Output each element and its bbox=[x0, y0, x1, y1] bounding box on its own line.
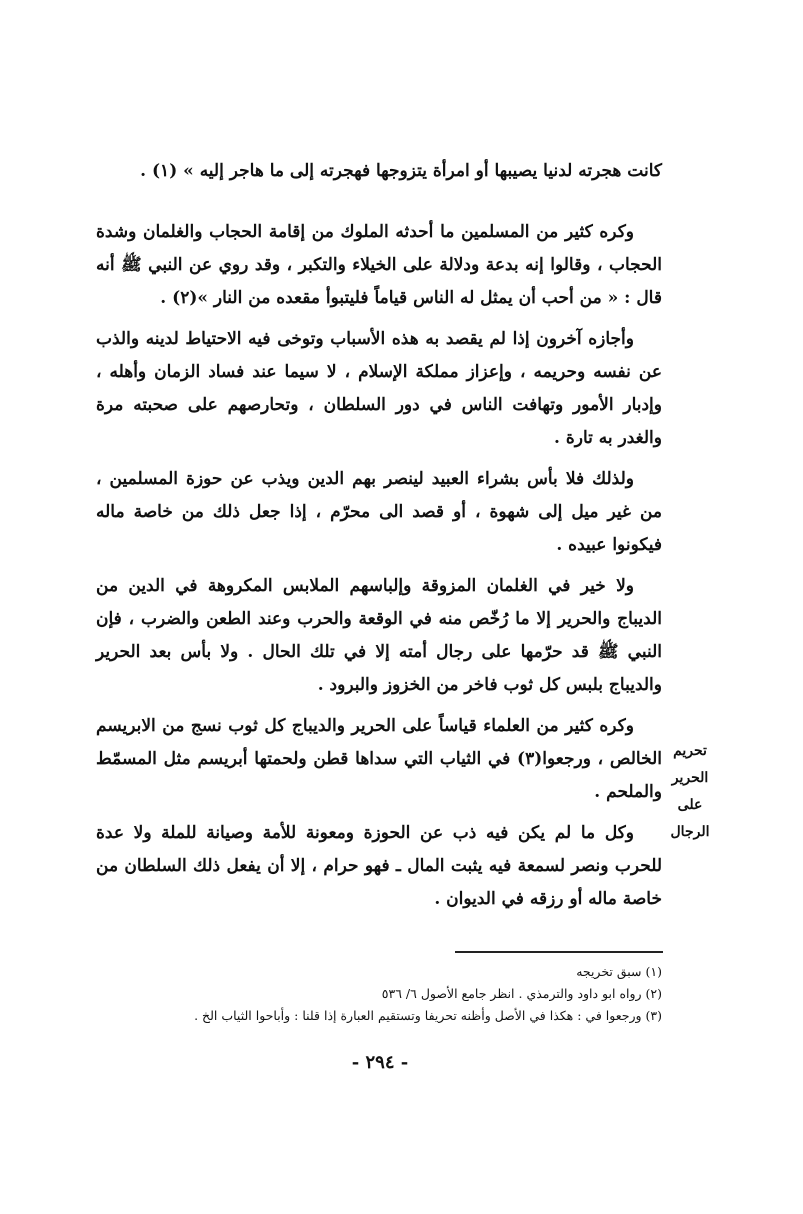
continuation-paragraph bbox=[96, 155, 662, 196]
paragraph: كانت هجرته لدنيا يصيبها أو امرأة يتزوجها فهجرته إلى ما هاجر إليه » (١) . bbox=[140, 161, 662, 181]
page-number: - ٢٩٤ - bbox=[351, 1052, 409, 1073]
paragraph: وكره كثير من العلماء قياساً على الحرير والديباج كل ثوب نسج من الابريسم الخالص ، ورجعوا(٣) في الثياب التي سداها قطن ولحمتها أبريسم مثل المسمّط والملحم . bbox=[96, 716, 662, 802]
footnote: (٢) رواه ابو داود والترمذي . انظر جامع الأصول ٦/ ٥٣٦ bbox=[381, 986, 662, 1001]
footnote-divider bbox=[455, 951, 663, 953]
footnote: (١) سبق تخريجه bbox=[576, 964, 662, 979]
footnote: (٣) ورجعوا في : هكذا في الأصل وأظنه تحريفا وتستقيم العبارة إذا قلنا : وأباحوا الثياب الخ . bbox=[194, 1008, 662, 1023]
paragraph: ولذلك فلا بأس بشراء العبيد لينصر بهم الدين ويذب عن حوزة المسلمين ، من غير ميل إلى شهوة ، أو قصد الى محرّم ، إذا جعل ذلك من خاصة ماله فيكونوا عبيده . bbox=[96, 469, 662, 555]
paragraph: وكل ما لم يكن فيه ذب عن الحوزة ومعونة للأمة وصيانة للملة ولا عدة للحرب ونصر لسمعة فيه يثبت المال ـ فهو حرام ، إلا أن يفعل ذلك السلطان من خاصة ماله أو رزقه في الديوان . bbox=[96, 823, 662, 909]
footnotes bbox=[96, 961, 662, 1027]
paragraph: ولا خير في الغلمان المزوقة وإلباسهم الملابس المكروهة في الدين من الديباج والحرير إلا ما رُخّص منه في الوقعة والحرب وعند الطعن والضرب ، فإن النبي ﷺ قد حرّمها على رجال أمته إلا في تلك الحال . ولا بأس بعد الحرير والديباج بلبس كل ثوب فاخر من الخزوز والبرود . bbox=[96, 576, 662, 695]
main-text bbox=[96, 216, 662, 924]
margin-heading: تحريم الحرير على الرجال bbox=[670, 743, 710, 840]
paragraph: وكره كثير من المسلمين ما أحدثه الملوك من إقامة الحجاب والغلمان وشدة الحجاب ، وقالوا إنه بدعة ودلالة على الخيلاء والتكبر ، وقد روي عن النبي ﷺ أنه قال : « من أحب أن يمثل له الناس قياماً فليتبوأ مقعده من النار »(٢) . bbox=[96, 222, 662, 308]
paragraph: وأجازه آخرون إذا لم يقصد به هذه الأسباب وتوخى فيه الاحتياط لدينه والذب عن نفسه وحريمه ، وإعزاز مملكة الإسلام ، لا سيما عند فساد الزمان وأهله ، وإدبار الأمور وتهافت الناس في دور السلطان ، وتحارصهم على صحبته مرة والغدر به تارة . bbox=[96, 329, 662, 448]
